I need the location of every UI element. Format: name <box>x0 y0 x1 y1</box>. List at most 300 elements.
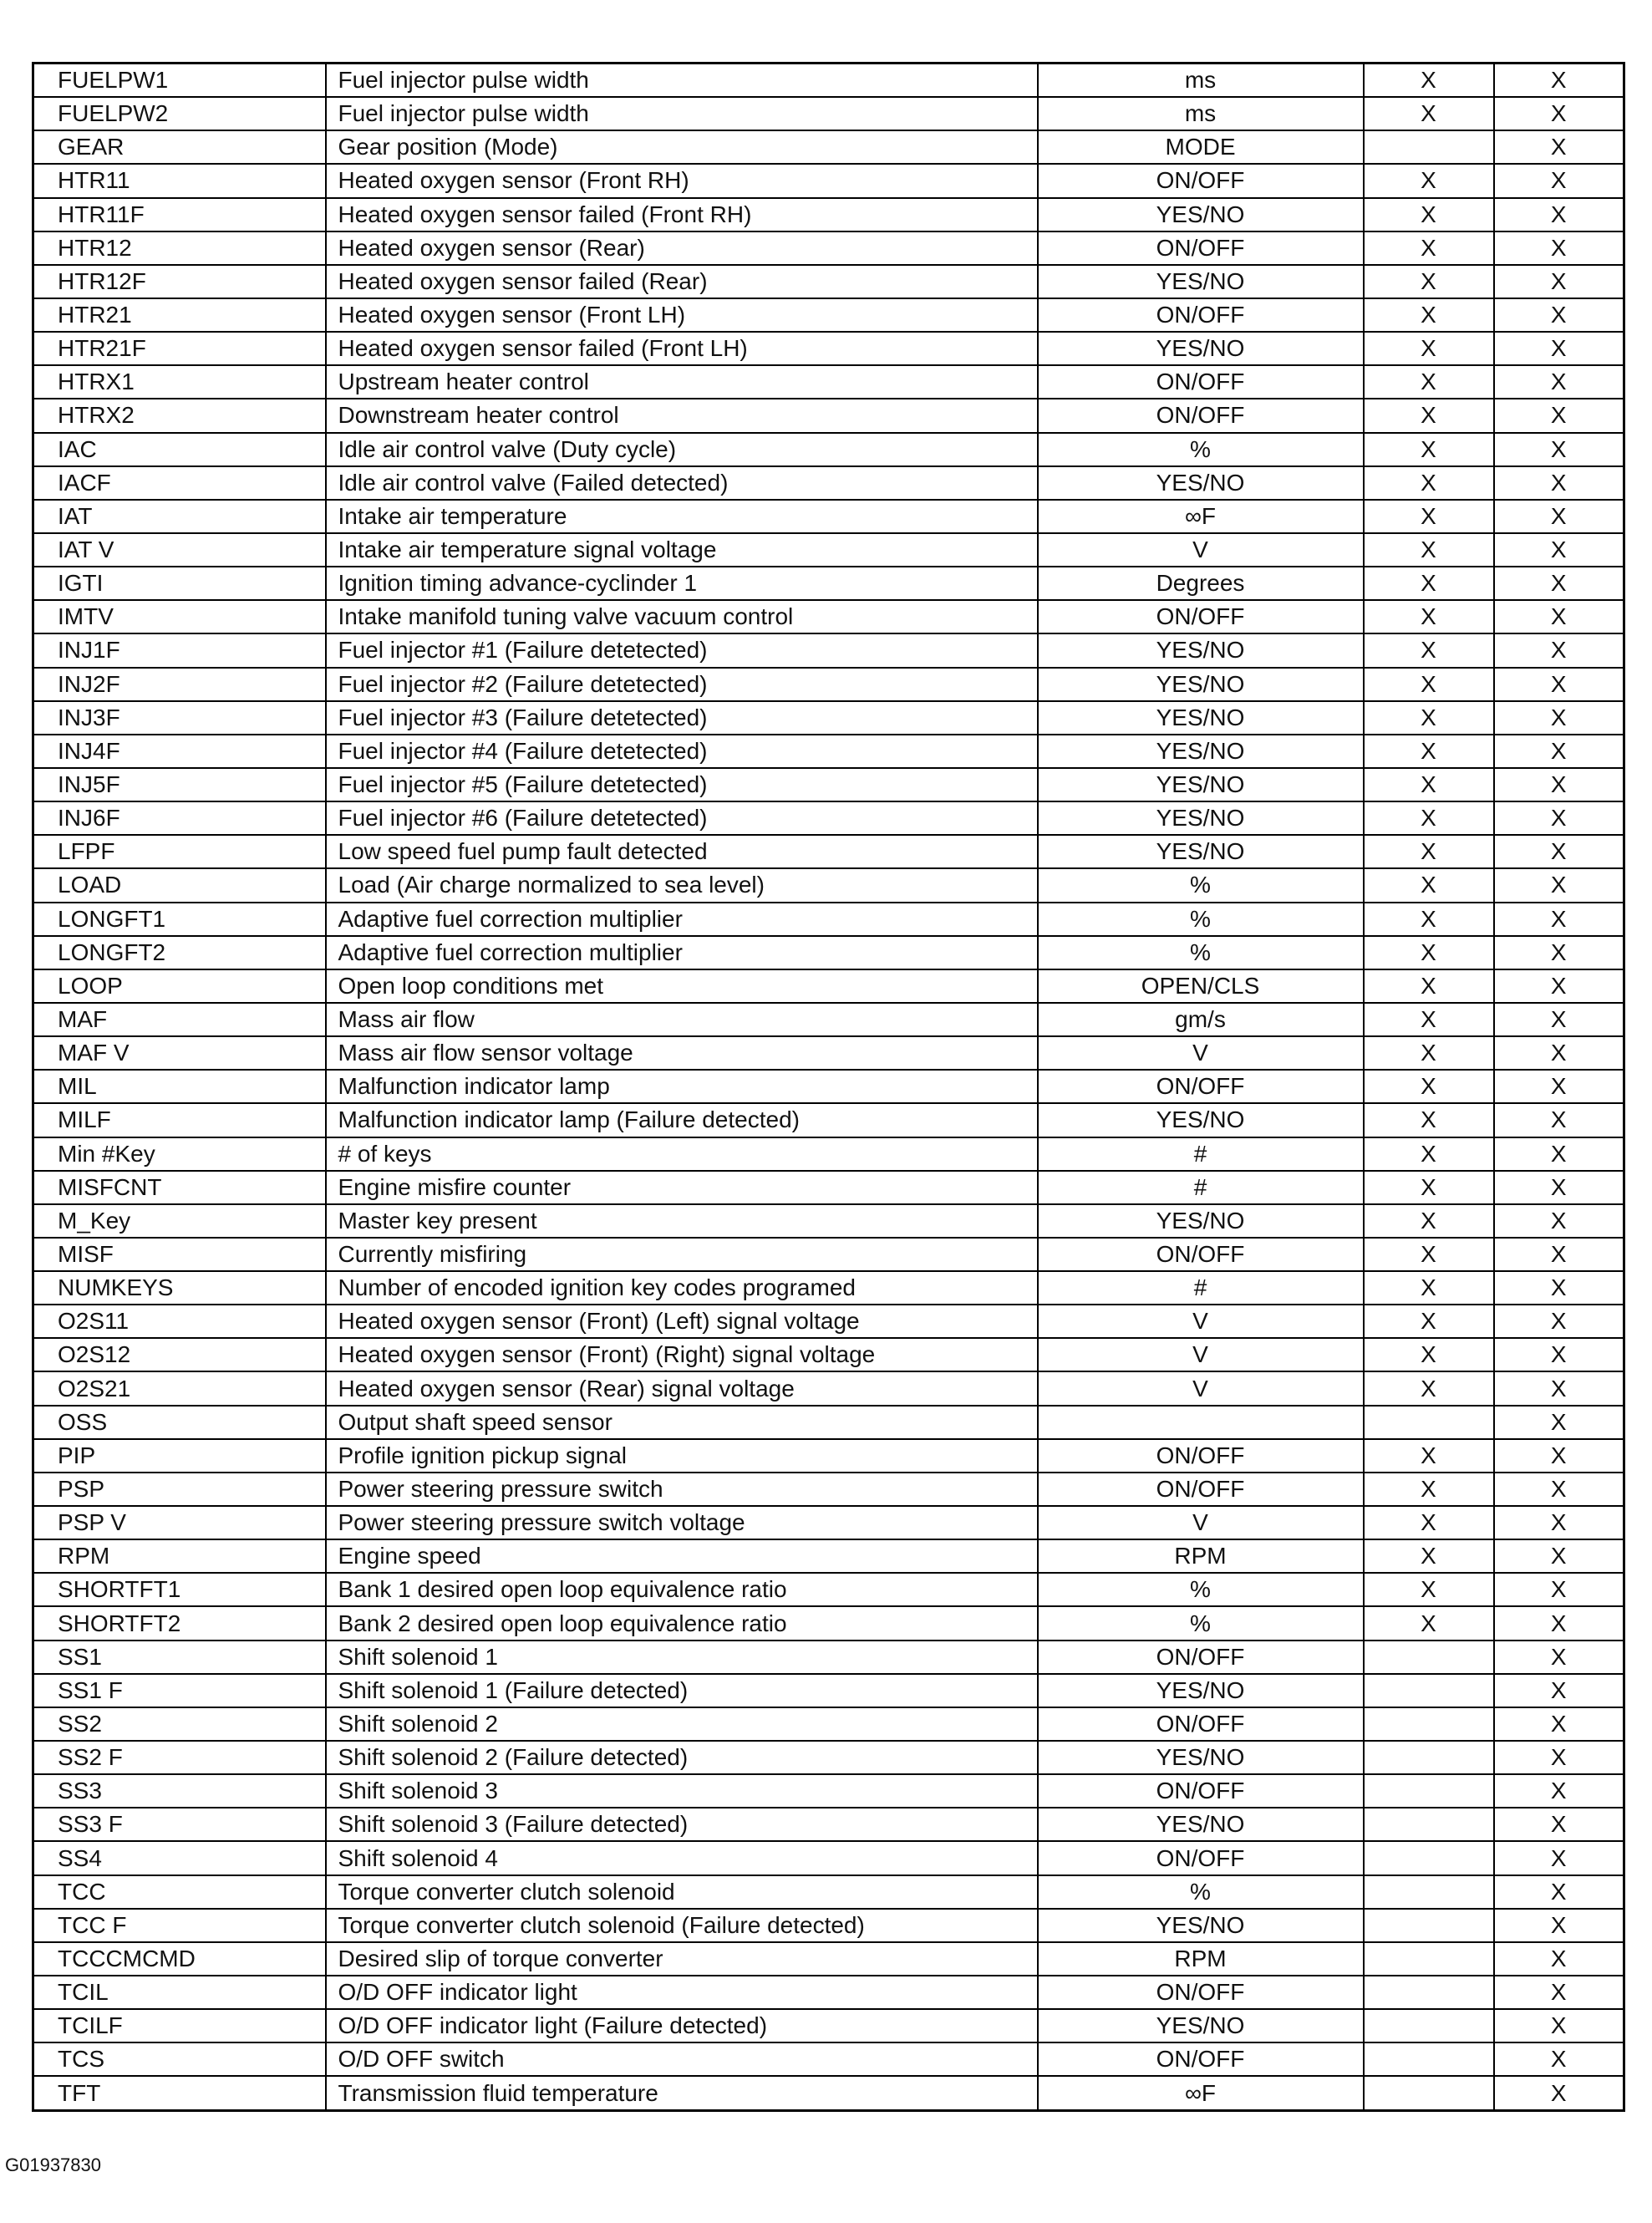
mark-cell-2: X <box>1494 1942 1624 1976</box>
description-cell: Heated oxygen sensor failed (Rear) <box>326 265 1038 298</box>
table-row <box>33 231 1624 265</box>
mark-cell-2: X <box>1494 1674 1624 1707</box>
mark-cell-2: X <box>1494 1707 1624 1741</box>
table-row <box>33 1674 1624 1707</box>
mark-cell-2: X <box>1494 1137 1624 1171</box>
mark-cell-1: X <box>1364 1036 1494 1070</box>
table-row <box>33 735 1624 768</box>
mark-cell-1: X <box>1364 1305 1494 1338</box>
mark-cell-1: X <box>1364 365 1494 399</box>
pid-cell: IGTI <box>33 567 326 600</box>
mark-cell-2: X <box>1494 1204 1624 1238</box>
mark-cell-1: X <box>1364 399 1494 432</box>
description-cell: Upstream heater control <box>326 365 1038 399</box>
mark-cell-2: X <box>1494 1976 1624 2009</box>
mark-cell-1: X <box>1364 1137 1494 1171</box>
table-row <box>33 936 1624 969</box>
table-row <box>33 1808 1624 1841</box>
mark-cell-2: X <box>1494 1573 1624 1606</box>
description-cell: Heated oxygen sensor failed (Front LH) <box>326 332 1038 365</box>
pid-cell: MISF <box>33 1238 326 1271</box>
table-row <box>33 903 1624 936</box>
mark-cell-2: X <box>1494 265 1624 298</box>
description-cell: Number of encoded ignition key codes programed <box>326 1271 1038 1305</box>
mark-cell-2: X <box>1494 1875 1624 1909</box>
description-cell: Load (Air charge normalized to sea level) <box>326 868 1038 902</box>
description-cell: Shift solenoid 2 <box>326 1707 1038 1741</box>
mark-cell-1 <box>1364 1875 1494 1909</box>
unit-cell: ms <box>1038 97 1364 130</box>
unit-cell: ms <box>1038 64 1364 98</box>
mark-cell-1 <box>1364 130 1494 164</box>
table-row <box>33 567 1624 600</box>
description-cell: Fuel injector #4 (Failure detetected) <box>326 735 1038 768</box>
mark-cell-2: X <box>1494 1371 1624 1405</box>
table-row <box>33 868 1624 902</box>
table-row <box>33 1204 1624 1238</box>
table-row <box>33 2042 1624 2076</box>
table-row <box>33 1338 1624 1371</box>
description-cell: O/D OFF switch <box>326 2042 1038 2076</box>
pid-cell: SS3 F <box>33 1808 326 1841</box>
pid-cell: IAT <box>33 500 326 533</box>
pid-table-container <box>32 62 1623 2112</box>
mark-cell-2: X <box>1494 801 1624 835</box>
table-row <box>33 64 1624 98</box>
unit-cell: YES/NO <box>1038 1204 1364 1238</box>
mark-cell-2: X <box>1494 164 1624 197</box>
description-cell: Heated oxygen sensor (Rear) signal voltage <box>326 1371 1038 1405</box>
mark-cell-2: X <box>1494 64 1624 98</box>
mark-cell-1 <box>1364 1774 1494 1808</box>
mark-cell-1: X <box>1364 668 1494 701</box>
table-row <box>33 2076 1624 2110</box>
unit-cell: ON/OFF <box>1038 164 1364 197</box>
mark-cell-1 <box>1364 1707 1494 1741</box>
description-cell: Profile ignition pickup signal <box>326 1439 1038 1473</box>
pid-cell: INJ5F <box>33 768 326 801</box>
description-cell: Power steering pressure switch <box>326 1473 1038 1506</box>
unit-cell: ∞F <box>1038 2076 1364 2110</box>
mark-cell-1 <box>1364 1641 1494 1674</box>
pid-cell: TCC F <box>33 1909 326 1942</box>
pid-cell: SS2 <box>33 1707 326 1741</box>
table-row <box>33 1103 1624 1137</box>
unit-cell: ON/OFF <box>1038 600 1364 633</box>
mark-cell-2: X <box>1494 1741 1624 1774</box>
table-row <box>33 1137 1624 1171</box>
table-row <box>33 801 1624 835</box>
mark-cell-1: X <box>1364 198 1494 231</box>
pid-cell: HTR11F <box>33 198 326 231</box>
description-cell: Gear position (Mode) <box>326 130 1038 164</box>
pid-cell: O2S12 <box>33 1338 326 1371</box>
description-cell: Shift solenoid 3 <box>326 1774 1038 1808</box>
mark-cell-1: X <box>1364 265 1494 298</box>
mark-cell-2: X <box>1494 1808 1624 1841</box>
mark-cell-2: X <box>1494 1003 1624 1036</box>
description-cell: Bank 1 desired open loop equivalence ratio <box>326 1573 1038 1606</box>
mark-cell-1: X <box>1364 835 1494 868</box>
pid-cell: SS3 <box>33 1774 326 1808</box>
unit-cell: ON/OFF <box>1038 2042 1364 2076</box>
description-cell: Heated oxygen sensor failed (Front RH) <box>326 198 1038 231</box>
description-cell: Desired slip of torque converter <box>326 1942 1038 1976</box>
table-row <box>33 1406 1624 1439</box>
unit-cell: YES/NO <box>1038 768 1364 801</box>
table-row <box>33 668 1624 701</box>
table-row <box>33 633 1624 667</box>
pid-cell: OSS <box>33 1406 326 1439</box>
pid-cell: INJ6F <box>33 801 326 835</box>
unit-cell: ON/OFF <box>1038 231 1364 265</box>
table-row <box>33 1003 1624 1036</box>
mark-cell-1: X <box>1364 1473 1494 1506</box>
pid-cell: IACF <box>33 466 326 500</box>
mark-cell-2: X <box>1494 97 1624 130</box>
description-cell: Master key present <box>326 1204 1038 1238</box>
mark-cell-1 <box>1364 1976 1494 2009</box>
description-cell: Shift solenoid 1 <box>326 1641 1038 1674</box>
table-row <box>33 1606 1624 1640</box>
pid-cell: SHORTFT1 <box>33 1573 326 1606</box>
table-row <box>33 835 1624 868</box>
table-row <box>33 1238 1624 1271</box>
description-cell: Mass air flow <box>326 1003 1038 1036</box>
description-cell: Torque converter clutch solenoid (Failure detected) <box>326 1909 1038 1942</box>
description-cell: O/D OFF indicator light (Failure detected) <box>326 2009 1038 2042</box>
mark-cell-2: X <box>1494 835 1624 868</box>
table-row <box>33 164 1624 197</box>
mark-cell-1: X <box>1364 332 1494 365</box>
unit-cell: V <box>1038 1371 1364 1405</box>
description-cell: Fuel injector pulse width <box>326 97 1038 130</box>
mark-cell-2: X <box>1494 298 1624 332</box>
description-cell: Mass air flow sensor voltage <box>326 1036 1038 1070</box>
pid-cell: MIL <box>33 1070 326 1103</box>
mark-cell-2: X <box>1494 399 1624 432</box>
table-row <box>33 2009 1624 2042</box>
pid-cell: HTR21 <box>33 298 326 332</box>
description-cell: Heated oxygen sensor (Front) (Right) signal voltage <box>326 1338 1038 1371</box>
pid-cell: HTRX1 <box>33 365 326 399</box>
table-row <box>33 433 1624 466</box>
pid-cell: NUMKEYS <box>33 1271 326 1305</box>
mark-cell-1: X <box>1364 433 1494 466</box>
unit-cell: YES/NO <box>1038 1674 1364 1707</box>
table-row <box>33 466 1624 500</box>
pid-cell: TCS <box>33 2042 326 2076</box>
mark-cell-2: X <box>1494 1305 1624 1338</box>
description-cell: Heated oxygen sensor (Front LH) <box>326 298 1038 332</box>
mark-cell-1: X <box>1364 768 1494 801</box>
description-cell: Adaptive fuel correction multiplier <box>326 936 1038 969</box>
pid-cell: MAF V <box>33 1036 326 1070</box>
pid-cell: MILF <box>33 1103 326 1137</box>
unit-cell: ON/OFF <box>1038 365 1364 399</box>
mark-cell-2: X <box>1494 332 1624 365</box>
unit-cell: V <box>1038 1036 1364 1070</box>
unit-cell: YES/NO <box>1038 332 1364 365</box>
mark-cell-1 <box>1364 1741 1494 1774</box>
mark-cell-2: X <box>1494 2076 1624 2110</box>
table-row <box>33 1942 1624 1976</box>
description-cell: Intake air temperature signal voltage <box>326 533 1038 567</box>
table-row <box>33 1875 1624 1909</box>
table-row <box>33 298 1624 332</box>
mark-cell-2: X <box>1494 969 1624 1003</box>
pid-cell: TCILF <box>33 2009 326 2042</box>
unit-cell: YES/NO <box>1038 801 1364 835</box>
mark-cell-2: X <box>1494 868 1624 902</box>
mark-cell-2: X <box>1494 1103 1624 1137</box>
mark-cell-1 <box>1364 1841 1494 1875</box>
mark-cell-1: X <box>1364 1539 1494 1573</box>
unit-cell: V <box>1038 1338 1364 1371</box>
unit-cell <box>1038 1406 1364 1439</box>
description-cell: Low speed fuel pump fault detected <box>326 835 1038 868</box>
mark-cell-1 <box>1364 2009 1494 2042</box>
unit-cell: MODE <box>1038 130 1364 164</box>
pid-cell: GEAR <box>33 130 326 164</box>
unit-cell: ON/OFF <box>1038 1976 1364 2009</box>
pid-cell: FUELPW1 <box>33 64 326 98</box>
pid-cell: LFPF <box>33 835 326 868</box>
table-row <box>33 600 1624 633</box>
pid-cell: HTR12F <box>33 265 326 298</box>
description-cell: Bank 2 desired open loop equivalence ratio <box>326 1606 1038 1640</box>
mark-cell-2: X <box>1494 633 1624 667</box>
pid-cell: SHORTFT2 <box>33 1606 326 1640</box>
mark-cell-2: X <box>1494 1070 1624 1103</box>
table-row <box>33 1641 1624 1674</box>
description-cell: Shift solenoid 1 (Failure detected) <box>326 1674 1038 1707</box>
unit-cell: % <box>1038 1573 1364 1606</box>
mark-cell-2: X <box>1494 1539 1624 1573</box>
table-row <box>33 198 1624 231</box>
description-cell: Fuel injector #3 (Failure detetected) <box>326 701 1038 735</box>
mark-cell-1 <box>1364 2076 1494 2110</box>
unit-cell: Degrees <box>1038 567 1364 600</box>
unit-cell: YES/NO <box>1038 701 1364 735</box>
unit-cell: RPM <box>1038 1539 1364 1573</box>
pid-cell: SS1 <box>33 1641 326 1674</box>
description-cell: Shift solenoid 2 (Failure detected) <box>326 1741 1038 1774</box>
mark-cell-1: X <box>1364 1003 1494 1036</box>
description-cell: Intake manifold tuning valve vacuum control <box>326 600 1038 633</box>
description-cell: O/D OFF indicator light <box>326 1976 1038 2009</box>
mark-cell-2: X <box>1494 1774 1624 1808</box>
unit-cell: YES/NO <box>1038 466 1364 500</box>
description-cell: Shift solenoid 4 <box>326 1841 1038 1875</box>
unit-cell: YES/NO <box>1038 668 1364 701</box>
table-row <box>33 1271 1624 1305</box>
mark-cell-2: X <box>1494 433 1624 466</box>
mark-cell-2: X <box>1494 567 1624 600</box>
mark-cell-2: X <box>1494 1171 1624 1204</box>
unit-cell: ON/OFF <box>1038 1070 1364 1103</box>
unit-cell: ON/OFF <box>1038 298 1364 332</box>
mark-cell-2: X <box>1494 668 1624 701</box>
mark-cell-1: X <box>1364 1070 1494 1103</box>
mark-cell-1: X <box>1364 801 1494 835</box>
mark-cell-2: X <box>1494 1338 1624 1371</box>
pid-cell: HTR11 <box>33 164 326 197</box>
mark-cell-1: X <box>1364 231 1494 265</box>
description-cell: Intake air temperature <box>326 500 1038 533</box>
mark-cell-1: X <box>1364 1204 1494 1238</box>
mark-cell-2: X <box>1494 1909 1624 1942</box>
unit-cell: V <box>1038 1305 1364 1338</box>
pid-cell: IMTV <box>33 600 326 633</box>
mark-cell-1: X <box>1364 1606 1494 1640</box>
pid-cell: TFT <box>33 2076 326 2110</box>
pid-cell: SS4 <box>33 1841 326 1875</box>
mark-cell-1: X <box>1364 533 1494 567</box>
table-row <box>33 701 1624 735</box>
mark-cell-2: X <box>1494 701 1624 735</box>
mark-cell-1: X <box>1364 903 1494 936</box>
pid-cell: LONGFT1 <box>33 903 326 936</box>
description-cell: Ignition timing advance-cyclinder 1 <box>326 567 1038 600</box>
table-row <box>33 1741 1624 1774</box>
mark-cell-2: X <box>1494 2042 1624 2076</box>
description-cell: Fuel injector #5 (Failure detetected) <box>326 768 1038 801</box>
table-row <box>33 399 1624 432</box>
description-cell: Downstream heater control <box>326 399 1038 432</box>
pid-table-body <box>33 64 1624 2111</box>
unit-cell: % <box>1038 433 1364 466</box>
mark-cell-1 <box>1364 1909 1494 1942</box>
mark-cell-1 <box>1364 2042 1494 2076</box>
description-cell: # of keys <box>326 1137 1038 1171</box>
mark-cell-1: X <box>1364 500 1494 533</box>
table-row <box>33 1539 1624 1573</box>
mark-cell-1: X <box>1364 633 1494 667</box>
mark-cell-1 <box>1364 1406 1494 1439</box>
pid-cell: SS1 F <box>33 1674 326 1707</box>
mark-cell-1: X <box>1364 969 1494 1003</box>
pid-cell: SS2 F <box>33 1741 326 1774</box>
mark-cell-2: X <box>1494 1506 1624 1539</box>
unit-cell: ON/OFF <box>1038 399 1364 432</box>
unit-cell: YES/NO <box>1038 198 1364 231</box>
mark-cell-2: X <box>1494 130 1624 164</box>
mark-cell-1: X <box>1364 1338 1494 1371</box>
description-cell: Heated oxygen sensor (Front) (Left) signal voltage <box>326 1305 1038 1338</box>
mark-cell-1: X <box>1364 567 1494 600</box>
description-cell: Heated oxygen sensor (Rear) <box>326 231 1038 265</box>
description-cell: Engine misfire counter <box>326 1171 1038 1204</box>
pid-cell: O2S21 <box>33 1371 326 1405</box>
mark-cell-2: X <box>1494 600 1624 633</box>
description-cell: Engine speed <box>326 1539 1038 1573</box>
description-cell: Malfunction indicator lamp <box>326 1070 1038 1103</box>
pid-cell: M_Key <box>33 1204 326 1238</box>
mark-cell-2: X <box>1494 936 1624 969</box>
table-row <box>33 332 1624 365</box>
pid-cell: IAT V <box>33 533 326 567</box>
mark-cell-2: X <box>1494 735 1624 768</box>
description-cell: Fuel injector #1 (Failure detetected) <box>326 633 1038 667</box>
table-row <box>33 1036 1624 1070</box>
mark-cell-2: X <box>1494 768 1624 801</box>
unit-cell: ON/OFF <box>1038 1641 1364 1674</box>
table-row <box>33 1707 1624 1741</box>
table-row <box>33 1909 1624 1942</box>
table-row <box>33 1171 1624 1204</box>
unit-cell: # <box>1038 1137 1364 1171</box>
description-cell: Open loop conditions met <box>326 969 1038 1003</box>
mark-cell-2: X <box>1494 198 1624 231</box>
pid-cell: PSP V <box>33 1506 326 1539</box>
table-row <box>33 500 1624 533</box>
pid-cell: TCCCMCMD <box>33 1942 326 1976</box>
unit-cell: # <box>1038 1271 1364 1305</box>
mark-cell-2: X <box>1494 1271 1624 1305</box>
pid-cell: FUELPW2 <box>33 97 326 130</box>
description-cell: Fuel injector #6 (Failure detetected) <box>326 801 1038 835</box>
mark-cell-1: X <box>1364 600 1494 633</box>
pid-cell: MAF <box>33 1003 326 1036</box>
table-row <box>33 130 1624 164</box>
unit-cell: # <box>1038 1171 1364 1204</box>
unit-cell: ∞F <box>1038 500 1364 533</box>
table-row <box>33 1841 1624 1875</box>
unit-cell: RPM <box>1038 1942 1364 1976</box>
unit-cell: ON/OFF <box>1038 1473 1364 1506</box>
mark-cell-2: X <box>1494 1439 1624 1473</box>
mark-cell-1: X <box>1364 298 1494 332</box>
mark-cell-1: X <box>1364 701 1494 735</box>
unit-cell: YES/NO <box>1038 265 1364 298</box>
pid-cell: Min #Key <box>33 1137 326 1171</box>
mark-cell-1 <box>1364 1674 1494 1707</box>
table-row <box>33 1473 1624 1506</box>
table-row <box>33 1506 1624 1539</box>
figure-code: G01937830 <box>5 2154 101 2175</box>
description-cell: Output shaft speed sensor <box>326 1406 1038 1439</box>
mark-cell-1: X <box>1364 1439 1494 1473</box>
unit-cell: % <box>1038 868 1364 902</box>
description-cell: Fuel injector pulse width <box>326 64 1038 98</box>
unit-cell: % <box>1038 936 1364 969</box>
pid-cell: IAC <box>33 433 326 466</box>
mark-cell-2: X <box>1494 466 1624 500</box>
unit-cell: V <box>1038 533 1364 567</box>
mark-cell-1: X <box>1364 868 1494 902</box>
mark-cell-2: X <box>1494 533 1624 567</box>
pid-cell: HTRX2 <box>33 399 326 432</box>
pid-cell: HTR12 <box>33 231 326 265</box>
unit-cell: % <box>1038 1875 1364 1909</box>
mark-cell-2: X <box>1494 1606 1624 1640</box>
unit-cell: ON/OFF <box>1038 1439 1364 1473</box>
table-row <box>33 1371 1624 1405</box>
mark-cell-2: X <box>1494 500 1624 533</box>
pid-cell: INJ1F <box>33 633 326 667</box>
unit-cell: % <box>1038 903 1364 936</box>
pid-cell: INJ3F <box>33 701 326 735</box>
unit-cell: YES/NO <box>1038 1741 1364 1774</box>
unit-cell: YES/NO <box>1038 1909 1364 1942</box>
mark-cell-1: X <box>1364 1371 1494 1405</box>
table-row <box>33 265 1624 298</box>
table-row <box>33 1774 1624 1808</box>
description-cell: Currently misfiring <box>326 1238 1038 1271</box>
mark-cell-2: X <box>1494 365 1624 399</box>
pid-cell: TCIL <box>33 1976 326 2009</box>
